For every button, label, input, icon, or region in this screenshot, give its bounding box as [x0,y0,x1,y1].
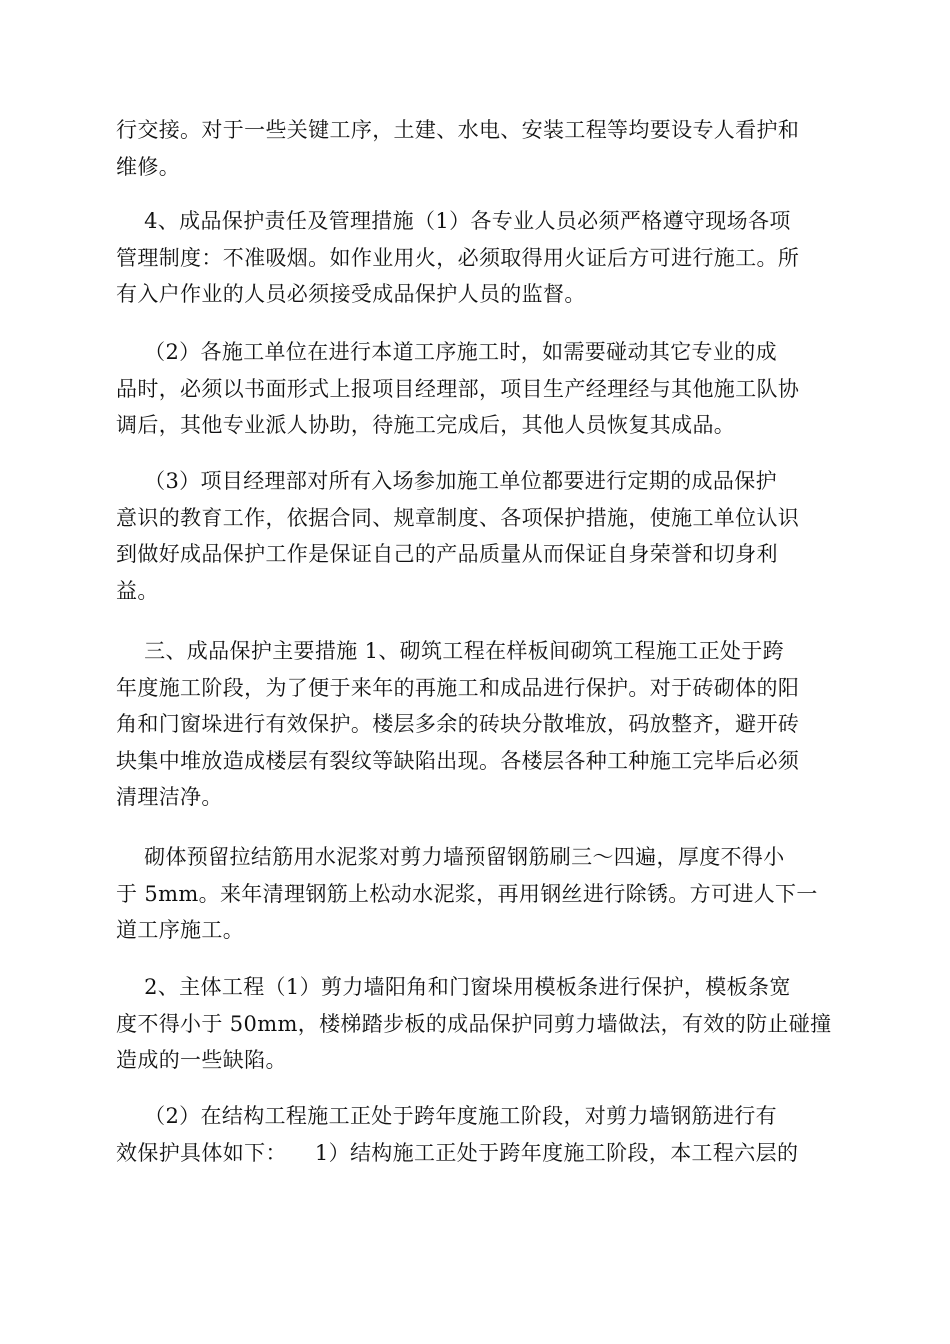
text-line: 到做好成品保护工作是保证自己的产品质量从而保证自身荣誉和切身利 [116,542,778,566]
paragraph-education [116,463,836,609]
paragraph-masonry-rebar [116,839,836,949]
text-line: 道工序施工。 [116,918,245,942]
text-line: （3）项目经理部对所有入场参加施工单位都要进行定期的成品保护 [116,469,777,493]
paragraph-handover [116,112,836,185]
text-line: 砌体预留拉结筋用水泥浆对剪力墙预留钢筋刷三～四遍，厚度不得小 [116,845,785,869]
paragraph-structural-works [116,1098,836,1171]
text-line: 三、成品保护主要措施 1、砌筑工程在样板间砌筑工程施工正处于跨 [116,639,784,663]
text-line: 调后，其他专业派人协助，待施工完成后，其他人员恢复其成品。 [116,413,736,437]
text-line: 4、成品保护责任及管理措施（1）各专业人员必须严格遵守现场各项 [116,209,791,233]
paragraph-responsibility-measures [116,203,836,313]
text-line: 年度施工阶段，为了便于来年的再施工和成品进行保护。对于砖砌体的阳 [116,675,800,700]
text-line: 行交接。对于一些关键工序，土建、水电、安装工程等均要设专人看护和 [116,118,800,142]
text-line: 块集中堆放造成楼层有裂纹等缺陷出现。各楼层各种工种施工完毕后必须 [116,748,800,773]
text-line: 造成的一些缺陷。 [116,1048,287,1072]
paragraph-main-measures [116,633,836,816]
text-line: 品时，必须以书面形式上报项目经理部，项目生产经理经与其他施工队协 [116,376,800,401]
text-line: 益。 [116,578,159,603]
text-line: 维修。 [116,154,181,179]
text-line: 清理洁净。 [116,785,223,809]
text-line: 有入户作业的人员必须接受成品保护人员的监督。 [116,282,586,306]
text-line: 意识的教育工作，依据合同、规章制度、各项保护措施，使施工单位认识 [116,505,800,530]
paragraph-construction-units [116,334,836,444]
text-line: 度不得小于 50mm，楼梯踏步板的成品保护同剪力墙做法，有效的防止碰撞 [116,1011,832,1036]
paragraph-main-structure [116,969,836,1079]
text-line: 管理制度：不准吸烟。如作业用火，必须取得用火证后方可进行施工。所 [116,245,800,270]
text-line: 2、主体工程（1）剪力墙阳角和门窗垛用模板条进行保护，模板条宽 [116,975,791,999]
text-line: 角和门窗垛进行有效保护。楼层多余的砖块分散堆放，码放整齐，避开砖 [116,712,800,736]
text-line: （2）在结构工程施工正处于跨年度施工阶段，对剪力墙钢筋进行有 [116,1104,777,1128]
text-line: 效保护具体如下： 1）结构施工正处于跨年度施工阶段，本工程六层的 [116,1140,799,1165]
text-line: 于 5mm。来年清理钢筋上松动水泥浆，再用钢丝进行除锈。方可进人下一 [116,881,818,906]
text-line: （2）各施工单位在进行本道工序施工时，如需要碰动其它专业的成 [116,340,777,364]
